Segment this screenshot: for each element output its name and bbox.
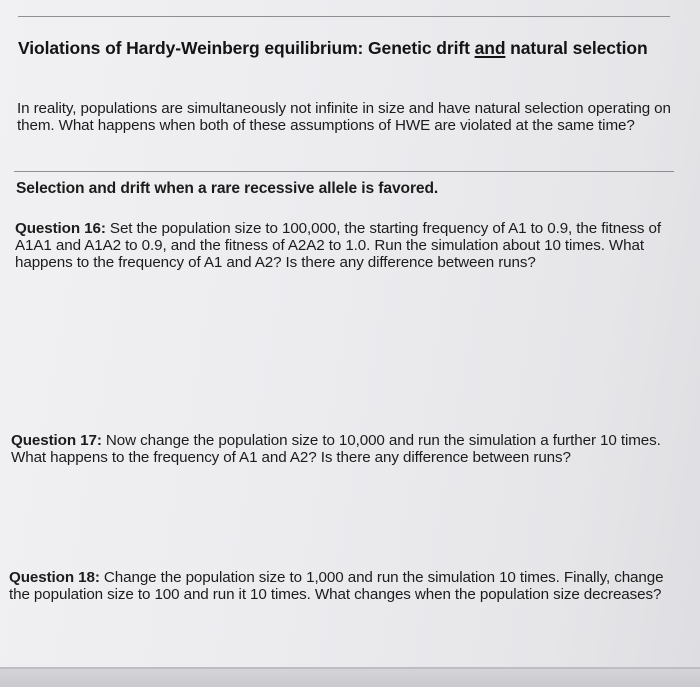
title-underlined-word: and	[474, 38, 506, 58]
question-18-label: Question 18:	[9, 569, 100, 586]
question-17	[11, 432, 676, 466]
intro-paragraph: In reality, populations are simultaneously not infinite in size and have natural selection operating on them. What happens when both of these assumptions of HWE are violated at the same time?	[17, 100, 671, 134]
question-17-text: Now change the population size to 10,000 and run the simulation a further 10 times. What happens to the frequency of A1 and A2? Is there any difference between runs?	[11, 432, 661, 466]
question-18-text: Change the population size to 1,000 and run the simulation 10 times. Finally, change the population size to 100 and run it 10 times. What changes when the population size decreases?	[9, 569, 664, 603]
question-16	[15, 220, 680, 271]
question-17-label: Question 17:	[11, 432, 102, 449]
question-16-text: Set the population size to 100,000, the starting frequency of A1 to 0.9, the fitness of A1A1 and A1A2 to 0.9, and the fitness of A2A2 to 1.0. Run the simulation about 10 times. What happens to the frequency of A1 and A2? Is there any difference between runs?	[15, 220, 661, 271]
question-18	[9, 569, 674, 603]
page-bottom-edge	[0, 667, 700, 687]
page-title	[18, 38, 678, 59]
section-heading: Selection and drift when a rare recessive allele is favored.	[16, 180, 439, 197]
section-divider	[14, 171, 674, 172]
title-text-end: natural selection	[505, 38, 648, 58]
top-divider	[18, 16, 670, 17]
title-text-start: Violations of Hardy-Weinberg equilibrium: Genetic drift	[18, 38, 475, 58]
question-16-label: Question 16:	[15, 220, 106, 237]
